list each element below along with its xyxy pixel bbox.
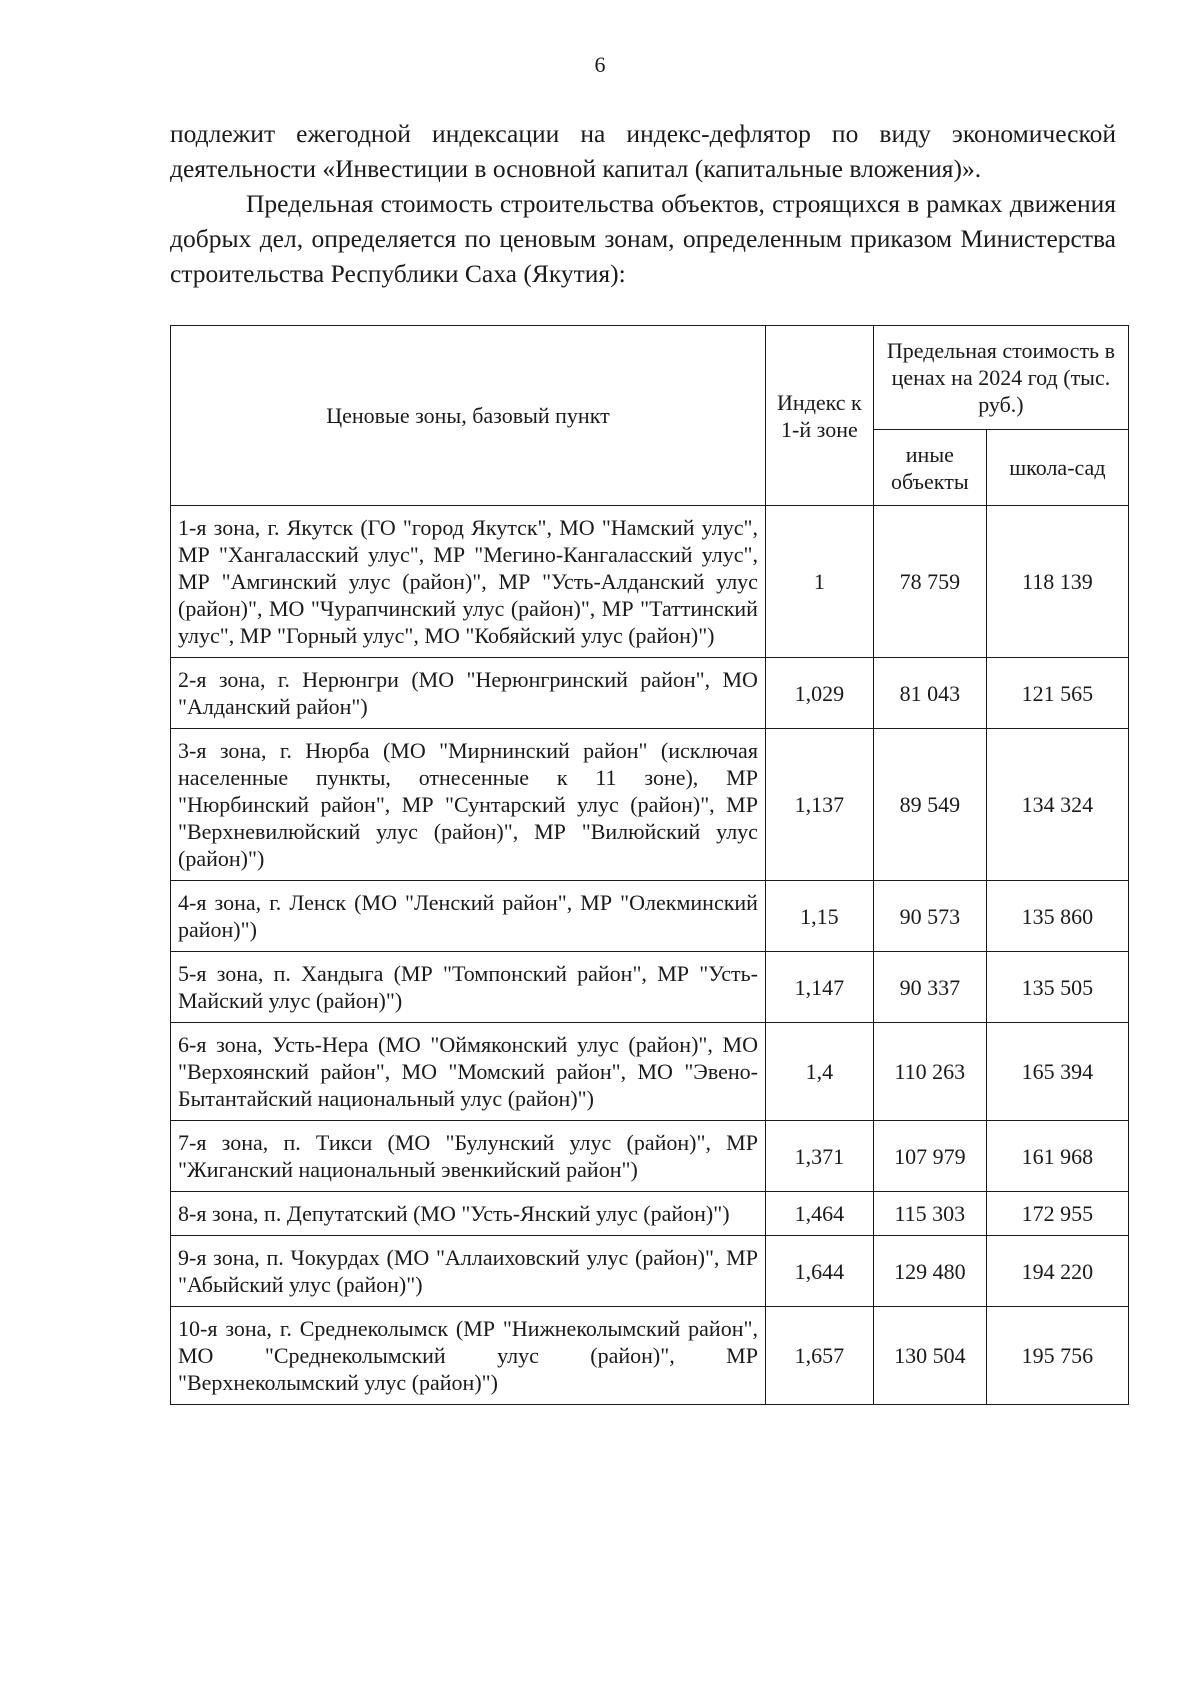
zone-cell: 7-я зона, п. Тикси (МО "Булунский улус (район)", МР "Жиганский национальный эвенкийский район") [171, 1121, 766, 1192]
school-cell: 121 565 [986, 658, 1128, 729]
index-cell: 1,15 [765, 881, 873, 952]
other-objects-cell: 81 043 [873, 658, 986, 729]
other-objects-cell: 115 303 [873, 1192, 986, 1236]
school-cell: 118 139 [986, 506, 1128, 658]
school-cell: 135 860 [986, 881, 1128, 952]
zone-cell: 2-я зона, г. Нерюнгри (МО "Нерюнгринский район", МО "Алданский район") [171, 658, 766, 729]
index-cell: 1,644 [765, 1236, 873, 1307]
index-cell: 1,657 [765, 1307, 873, 1405]
other-objects-cell: 90 573 [873, 881, 986, 952]
header-other-objects: иные объекты [873, 430, 986, 506]
school-cell: 165 394 [986, 1023, 1128, 1121]
school-cell: 134 324 [986, 729, 1128, 881]
table-row [171, 1121, 1129, 1192]
other-objects-cell: 130 504 [873, 1307, 986, 1405]
table-row [171, 881, 1129, 952]
school-cell: 194 220 [986, 1236, 1128, 1307]
table-row [171, 729, 1129, 881]
zone-cell: 4-я зона, г. Ленск (МО "Ленский район", МР "Олекминский район)") [171, 881, 766, 952]
header-school: школа-сад [986, 430, 1128, 506]
index-cell: 1 [765, 506, 873, 658]
table-row [171, 1023, 1129, 1121]
table-row [171, 658, 1129, 729]
zone-cell: 3-я зона, г. Нюрба (МО "Мирнинский район" (исключая населенные пункты, отнесенные к 11 зоне), МР "Нюрбинский район", МР "Сунтарский улус (район)", МР "Верхневилюйский улус (район)", МР "Вилюйский улус (район)") [171, 729, 766, 881]
other-objects-cell: 89 549 [873, 729, 986, 881]
other-objects-cell: 129 480 [873, 1236, 986, 1307]
other-objects-cell: 90 337 [873, 952, 986, 1023]
other-objects-cell: 110 263 [873, 1023, 986, 1121]
school-cell: 161 968 [986, 1121, 1128, 1192]
zone-cell: 6-я зона, Усть-Нера (МО "Оймяконский улус (район)", МО "Верхоянский район", МО "Момский район", МО "Эвено-Бытантайский национальный улус (район)") [171, 1023, 766, 1121]
zone-cell: 10-я зона, г. Среднеколымск (МР "Нижнеколымский район", МО "Среднеколымский улус (район)", МР "Верхнеколымский улус (район)") [171, 1307, 766, 1405]
intro-text [170, 116, 1116, 291]
index-cell: 1,137 [765, 729, 873, 881]
other-objects-cell: 78 759 [873, 506, 986, 658]
header-zone: Ценовые зоны, базовый пункт [171, 326, 766, 506]
school-cell: 172 955 [986, 1192, 1128, 1236]
table-row [171, 952, 1129, 1023]
index-cell: 1,029 [765, 658, 873, 729]
table-body [171, 506, 1129, 1405]
zone-cell: 9-я зона, п. Чокурдах (МО "Аллаиховский улус (район)", МР "Абыйский улус (район)") [171, 1236, 766, 1307]
intro-paragraph-2: Предельная стоимость строительства объектов, строящихся в рамках движения добрых дел, определяется по ценовым зонам, определенным приказом Министерства строительства Республики Саха (Якутия): [170, 189, 1116, 288]
index-cell: 1,464 [765, 1192, 873, 1236]
table-row [171, 506, 1129, 658]
intro-paragraph-1: подлежит ежегодной индексации на индекс-дефлятор по виду экономической деятельности «Инвестиции в основной капитал (капитальные вложения)». [170, 119, 1116, 183]
page-number: 6 [594, 52, 606, 77]
zone-cell: 1-я зона, г. Якутск (ГО "город Якутск", МО "Намский улус", МР "Хангаласский улус", МР "Мегино-Кангаласский улус", МР "Амгинский улус (район)", МР "Усть-Алданский улус (район)", МО "Чурапчинский улус (район)", МР "Таттинский улус", МР "Горный улус", МО "Кобяйский улус (район)") [171, 506, 766, 658]
other-objects-cell: 107 979 [873, 1121, 986, 1192]
header-index: Индекс к 1-й зоне [765, 326, 873, 506]
zone-cell: 5-я зона, п. Хандыга (МР "Томпонский район", МР "Усть-Майский улус (район)") [171, 952, 766, 1023]
table-row [171, 1192, 1129, 1236]
zone-cell: 8-я зона, п. Депутатский (МО "Усть-Янский улус (район)") [171, 1192, 766, 1236]
table-row [171, 1307, 1129, 1405]
index-cell: 1,4 [765, 1023, 873, 1121]
header-price-group: Предельная стоимость в ценах на 2024 год (тыс. руб.) [873, 326, 1128, 430]
index-cell: 1,371 [765, 1121, 873, 1192]
index-cell: 1,147 [765, 952, 873, 1023]
table-row [171, 1236, 1129, 1307]
price-zones-table [170, 325, 1129, 1405]
school-cell: 135 505 [986, 952, 1128, 1023]
school-cell: 195 756 [986, 1307, 1128, 1405]
